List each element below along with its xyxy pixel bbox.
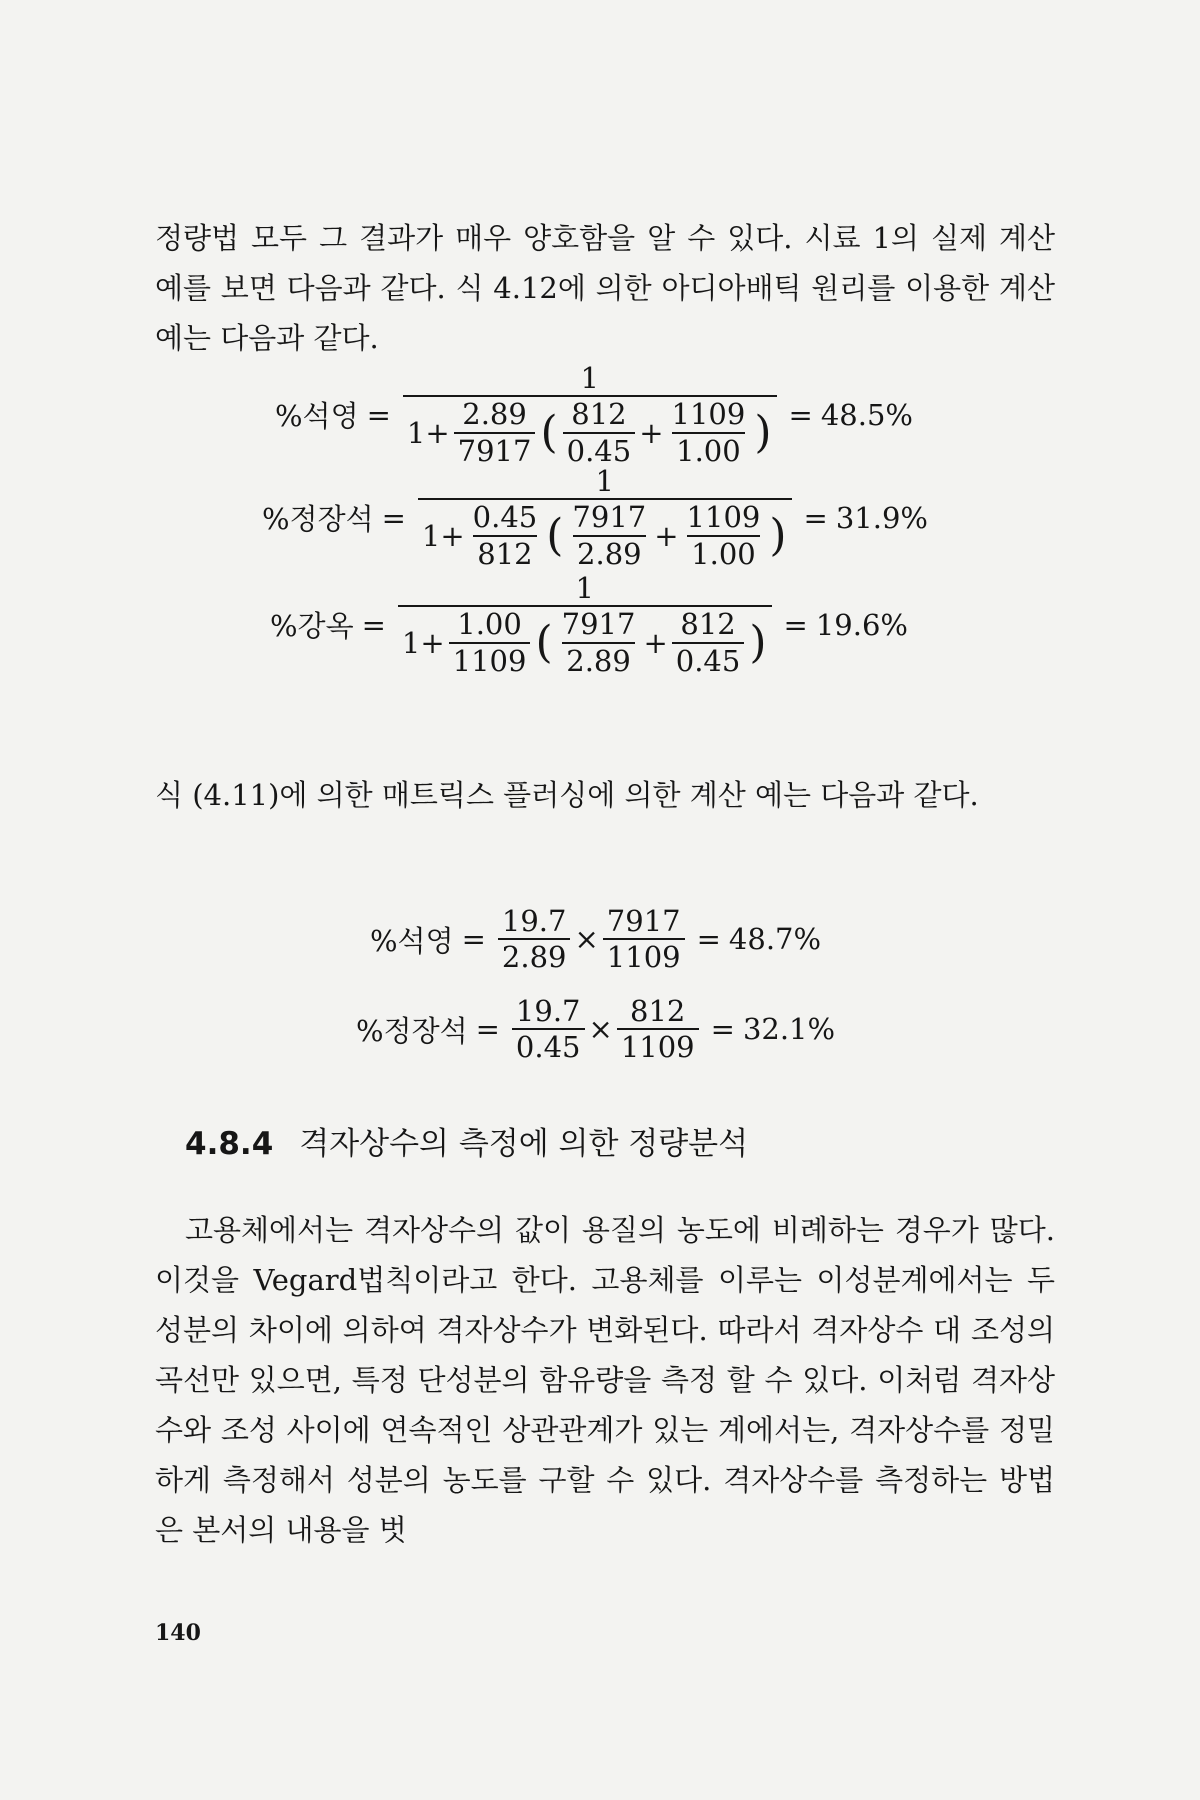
frac-num: 1109 xyxy=(671,397,746,432)
equation-quartz-adiabatic: %석영 = 1 1+ $\frac{2.89}{7917}$ ( $\frac{812}{0.45}$ + $\frac{1109}{1.00}$ ) = 48.5% xyxy=(275,361,913,468)
eq-label: %석영 xyxy=(370,923,454,958)
section-title: 격자상수의 측정에 의한 정량분석 xyxy=(299,1126,749,1162)
frac-den: 2.89 xyxy=(498,938,571,972)
frac-num: 2.89 xyxy=(462,397,527,432)
eq-numerator: 1 xyxy=(575,571,594,605)
frac-den: 1109 xyxy=(603,938,685,972)
eq-numerator: 1 xyxy=(580,361,599,395)
frac-num: 812 xyxy=(571,397,627,432)
frac-den: 0.45 xyxy=(512,1028,585,1062)
frac-num: 812 xyxy=(630,994,686,1028)
frac-den: 0.45 xyxy=(563,432,636,466)
frac-den: 1.00 xyxy=(687,535,760,569)
frac-den: 2.89 xyxy=(573,535,646,569)
intro-paragraph: 정량법 모두 그 결과가 매우 양호함을 알 수 있다. 시료 1의 실제 계산 예를 보면 다음과 같다. 식 4.12에 의한 아디아배틱 원리를 이용한 계산 예는 다음과 같다. xyxy=(155,221,1055,355)
matrix-paragraph: 식 (4.11)에 의한 매트릭스 플러싱에 의한 계산 예는 다음과 같다. xyxy=(155,778,979,812)
frac-num: 19.7 xyxy=(501,904,567,938)
equation-quartz-matrix: %석영 = $\frac{19.7}{2.89}$ × $\frac{7917}{1109}$ = 48.7% xyxy=(370,904,822,975)
eq-label: %강옥 xyxy=(270,609,354,644)
eq-numerator: 1 xyxy=(595,464,614,498)
eq-label: %석영 xyxy=(275,399,359,434)
frac-num: 1.00 xyxy=(457,607,522,642)
eq-result: 48.7% xyxy=(728,922,822,957)
frac-num: 7917 xyxy=(561,607,636,642)
section-number: 4.8.4 xyxy=(185,1126,274,1162)
frac-den: 1109 xyxy=(449,642,531,676)
equation-corundum-adiabatic: %강옥 = 1 1+ $\frac{1.00}{1109}$ ( $\frac{7917}{2.89}$ + $\frac{812}{0.45}$ ) = 19.6% xyxy=(270,571,908,678)
frac-den: 812 xyxy=(473,535,536,569)
frac-den: 2.89 xyxy=(562,642,635,676)
eq-result: 31.9% xyxy=(835,500,928,535)
frac-num: 7917 xyxy=(572,500,647,535)
frac-num: 19.7 xyxy=(515,994,581,1028)
frac-den: 1.00 xyxy=(672,432,745,466)
frac-den: 0.45 xyxy=(672,642,745,676)
frac-den: 7917 xyxy=(454,432,536,466)
frac-num: 7917 xyxy=(606,904,681,938)
section-heading xyxy=(185,1118,748,1163)
eq-label: %정장석 xyxy=(356,1013,468,1048)
equation-orthoclase-adiabatic: %정장석 = 1 1+ $\frac{0.45}{812}$ ( $\frac{7917}{2.89}$ + $\frac{1109}{1.00}$ ) = 31.9% xyxy=(262,464,928,571)
frac-den: 1109 xyxy=(617,1028,699,1062)
body-paragraph: 고용체에서는 격자상수의 값이 용질의 농도에 비례하는 경우가 많다. 이것을 Vegard법칙이라고 한다. 고용체를 이루는 이성분계에서는 두 성분의 차이에 의하여 격자상수가 변화된다. 따라서 격자상수 대 조성의 곡선만 있으면, 특정 단성분의 함유량을 측정 할 수 있다. 이처럼 격자상수와 조성 사이에 연속적인 상관관계가 있는 계에서는, 격자상수를 정밀하게 측정해서 성분의 농도를 구할 수 있다. 격자상수를 측정하는 방법은 본서의 내용을 벗 xyxy=(155,1213,1055,1547)
frac-num: 812 xyxy=(680,607,736,642)
eq-result: 48.5% xyxy=(820,397,913,432)
eq-label: %정장석 xyxy=(262,502,374,537)
frac-num: 0.45 xyxy=(472,500,538,535)
equation-orthoclase-matrix: %정장석 = $\frac{19.7}{0.45}$ × $\frac{812}{1109}$ = 32.1% xyxy=(356,994,836,1065)
page-number: 140 xyxy=(155,1620,201,1646)
frac-num: 1109 xyxy=(686,500,761,535)
eq-result: 19.6% xyxy=(815,607,908,642)
eq-result: 32.1% xyxy=(742,1012,836,1047)
